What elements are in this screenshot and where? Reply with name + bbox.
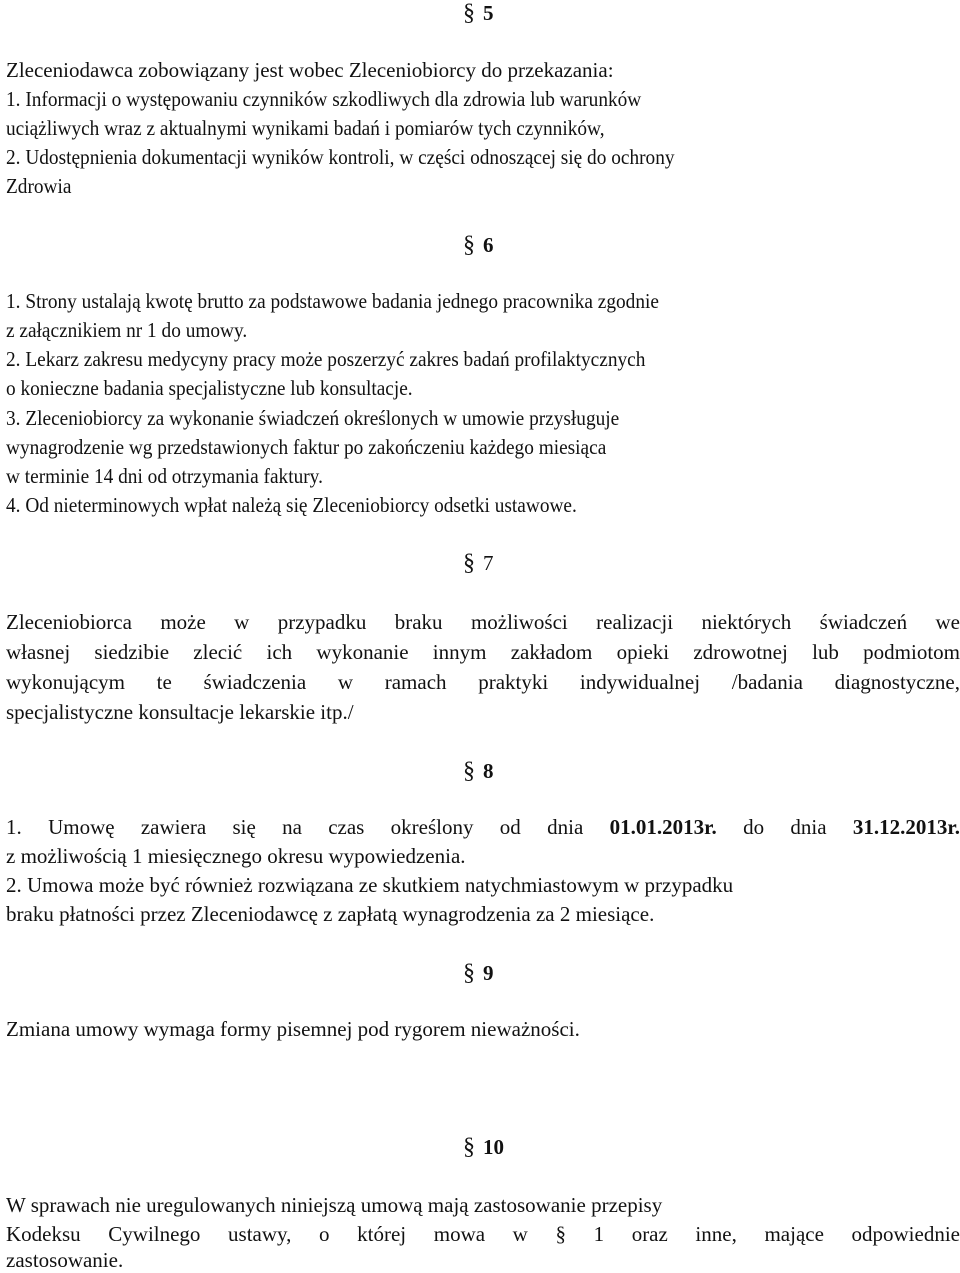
contract-period-middle: do dnia xyxy=(743,815,827,839)
section-symbol: § xyxy=(463,0,475,26)
date-from: 01.01.2013r. xyxy=(609,815,717,839)
section-9-line-1: Zmiana umowy wymaga formy pisemnej pod rygorem nieważności. xyxy=(6,1017,580,1041)
section-7-heading xyxy=(463,550,494,576)
contract-period-prefix: 1. Umowę zawiera się na czas określony od dnia xyxy=(6,815,584,839)
section-number: 8 xyxy=(483,759,494,783)
section-5-line-4: 2. Udostępnienia dokumentacji wyników kontroli, w części odnoszącej się do ochrony xyxy=(6,145,675,169)
section-symbol: § xyxy=(463,550,475,576)
section-symbol: § xyxy=(463,232,475,258)
section-5-line-2: 1. Informacji o występowaniu czynników szkodliwych dla zdrowia lub warunków xyxy=(6,87,642,111)
section-8-line-1 xyxy=(6,814,960,840)
section-8-heading xyxy=(463,758,494,784)
section-6-line-8: 4. Od nieterminowych wpłat należą się Zleceniobiorcy odsetki ustawowe. xyxy=(6,493,577,517)
section-number: 5 xyxy=(483,1,494,25)
section-symbol: § xyxy=(463,1134,475,1160)
section-10-line-1: W sprawach nie uregulowanych niniejszą umową mają zastosowanie przepisy xyxy=(6,1193,663,1217)
section-5-line-1: Zleceniodawca zobowiązany jest wobec Zleceniobiorcy do przekazania: xyxy=(6,58,614,82)
section-10-line-3: zastosowanie. xyxy=(6,1248,124,1272)
section-7-line-3: wykonującym te świadczenia w ramach praktyki indywidualnej /badania diagnostyczne, xyxy=(6,670,960,694)
section-8-line-2: z możliwością 1 miesięcznego okresu wypowiedzenia. xyxy=(6,844,466,868)
section-6-line-5: 3. Zleceniobiorcy za wykonanie świadczeń określonych w umowie przysługuje xyxy=(6,406,620,430)
section-10-line-2: Kodeksu Cywilnego ustawy, o której mowa w § 1 oraz inne, mające odpowiednie xyxy=(6,1222,960,1246)
section-6-heading xyxy=(463,232,494,258)
section-number: 7 xyxy=(483,551,494,575)
section-6-line-1: 1. Strony ustalają kwotę brutto za podstawowe badania jednego pracownika zgodnie xyxy=(6,289,659,313)
section-9-heading xyxy=(463,960,494,986)
section-10-heading xyxy=(463,1134,504,1160)
section-8-line-3: 2. Umowa może być również rozwiązana ze skutkiem natychmiastowym w przypadku xyxy=(6,873,734,897)
section-5-heading xyxy=(463,0,494,26)
section-5-line-3: uciążliwych wraz z aktualnymi wynikami badań i pomiarów tych czynników, xyxy=(6,116,605,140)
section-6-line-2: z załącznikiem nr 1 do umowy. xyxy=(6,318,248,342)
section-8-line-4: braku płatności przez Zleceniodawcę z zapłatą wynagrodzenia za 2 miesiące. xyxy=(6,902,655,926)
section-symbol: § xyxy=(463,758,475,784)
section-number: 10 xyxy=(483,1135,504,1159)
date-to: 31.12.2013r. xyxy=(852,815,960,839)
section-7-line-4: specjalistyczne konsultacje lekarskie itp./ xyxy=(6,700,354,724)
section-5-line-5: Zdrowia xyxy=(6,174,72,198)
section-6-line-7: w terminie 14 dni od otrzymania faktury. xyxy=(6,464,323,488)
section-number: 9 xyxy=(483,961,494,985)
section-number: 6 xyxy=(483,233,494,257)
section-7-line-2: własnej siedzibie zlecić ich wykonanie innym zakładom opieki zdrowotnej lub podmiotom xyxy=(6,640,960,664)
section-6-line-4: o konieczne badania specjalistyczne lub konsultacje. xyxy=(6,376,413,400)
section-7-line-1: Zleceniobiorca może w przypadku braku możliwości realizacji niektórych świadczeń we xyxy=(6,610,960,634)
section-6-line-6: wynagrodzenie wg przedstawionych faktur po zakończeniu każdego miesiąca xyxy=(6,435,607,459)
section-6-line-3: 2. Lekarz zakresu medycyny pracy może poszerzyć zakres badań profilaktycznych xyxy=(6,347,646,371)
section-symbol: § xyxy=(463,960,475,986)
